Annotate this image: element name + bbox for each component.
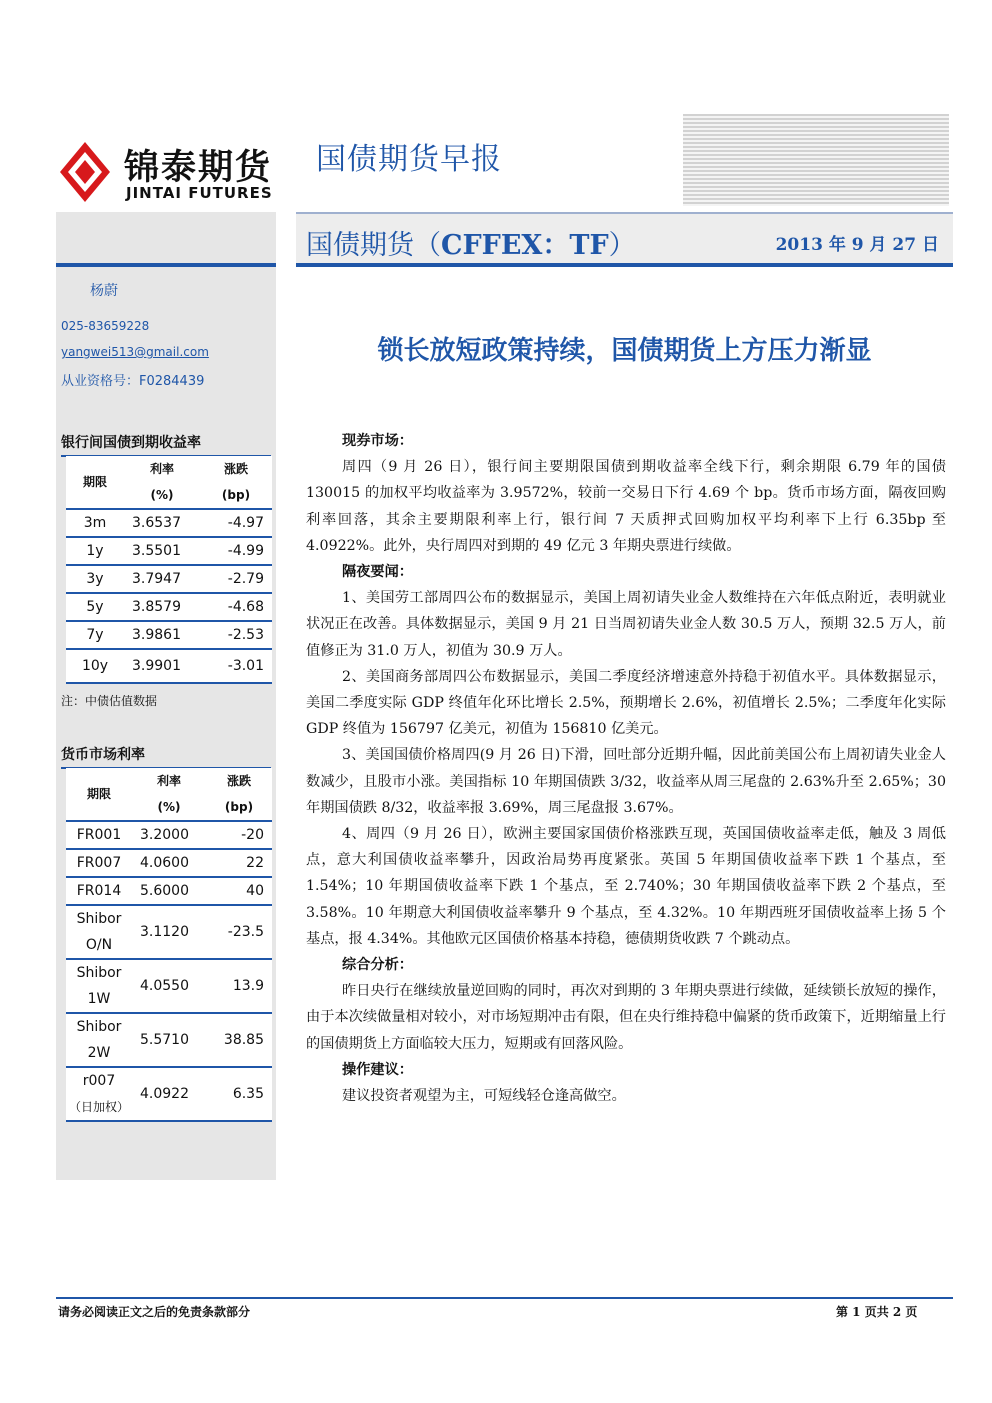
table-header-row: [66, 456, 272, 509]
table-row: [66, 593, 272, 621]
col-term: 期限: [66, 456, 124, 509]
change-cell: -4.97: [200, 509, 272, 537]
change-cell: -2.79: [200, 565, 272, 593]
rate-cell: 3.5501: [124, 537, 200, 565]
report-banner: [296, 212, 953, 267]
change-cell: -4.68: [200, 593, 272, 621]
paragraph: 周四（9 月 26 日），银行间主要期限国债到期收益率全线下行，剩余期限 6.79 年的国债 130015 的加权平均收益率为 3.9572%，较前一交易日下行 4.69 个 bp。货币市场方面，隔夜回购利率回落，其余主要期限利率上行，银行间 7 天质押式回购加权平均利率下上行 6.35bp 至 4.0922%。此外，央行周四对到期的 49 亿元 3 年期央票进行续做。: [306, 459, 946, 554]
change-cell: 40: [206, 877, 272, 905]
footer-disclaimer: 请务必阅读正文之后的免责条款部分: [58, 1305, 251, 1319]
col-term: 期限: [66, 768, 132, 821]
term-cell: 3y: [66, 565, 124, 593]
term-cell: Shibor 2W: [66, 1013, 132, 1067]
brand-name-cn: 锦泰期货: [124, 148, 273, 188]
col-change: 涨跌 (bp): [206, 768, 272, 821]
jintai-diamond-logo-icon: [58, 140, 112, 204]
change-cell: -4.99: [200, 537, 272, 565]
analyst-email-link[interactable]: yangwei513@gmail.com: [61, 345, 209, 359]
term-cell: FR007: [66, 849, 132, 877]
rate-cell: 3.7947: [124, 565, 200, 593]
report-title: 国债期货早报: [316, 142, 502, 177]
rate-cell: 3.6537: [124, 509, 200, 537]
sidebar-topbar: [56, 212, 276, 267]
section-heading: 操作建议：: [342, 1061, 413, 1078]
paragraph: 建议投资者观望为主，可短线轻仓逢高做空。: [342, 1088, 626, 1105]
term-cell: Shibor O/N: [66, 905, 132, 959]
rate-cell: 4.0550: [132, 959, 206, 1013]
paragraph: 昨日央行在继续放量逆回购的同时，再次对到期的 3 年期央票进行续做，延续锁长放短的操作，由于本次续做量相对较小，对市场短期冲击有限，但在央行维持稳中偏紧的货币政策下，近期缩量上行的国债期货上方面临较大压力，短期或有回落风险。: [306, 983, 946, 1052]
paragraph: 2、美国商务部周四公布数据显示，美国二季度经济增速意外持稳于初值水平。具体数据显示，美国二季度实际 GDP 终值年化环比增长 2.5%，预期增长 2.6%，初值增长 2.5%；二季度年化实际 GDP 终值为 156797 亿美元，初值为 156810 亿美元。: [306, 668, 946, 738]
col-rate: 利率 (%): [132, 768, 206, 821]
page-number: 第 1 页共 2 页: [836, 1305, 918, 1319]
analyst-license: 从业资格号：F0284439: [61, 374, 205, 389]
rate-cell: 5.5710: [132, 1013, 206, 1067]
money-table-title: 货币市场利率: [61, 744, 271, 769]
article-headline: 锁长放短政策持续，国债期货上方压力渐显: [377, 336, 872, 366]
section-heading: 综合分析：: [342, 957, 413, 974]
rate-cell: 3.8579: [124, 593, 200, 621]
table-row: [66, 537, 272, 565]
term-cell: FR001: [66, 821, 132, 849]
rate-cell: 3.9861: [124, 621, 200, 649]
change-cell: 38.85: [206, 1013, 272, 1067]
table-row: [66, 621, 272, 649]
rate-cell: 3.9901: [124, 649, 200, 683]
section-heading: 隔夜要闻：: [342, 564, 413, 581]
term-cell: 7y: [66, 621, 124, 649]
banner-title: 国债期货（CFFEX：TF）: [306, 230, 636, 261]
change-cell: 13.9: [206, 959, 272, 1013]
paragraph: 4、周四（9 月 26 日），欧洲主要国家国债价格涨跌互现，英国国债收益率走低，触及 3 周低点，意大利国债收益率攀升，因政治局势再度紧张。英国 5 年期国债收益率下跌 1 个基点，至 1.54%；10 年期国债收益率下跌 1 个基点，至 2.740%；30 年期国债收益率下跌 2 个基点，至 3.58%。10 年期意大利国债收益率攀升 9 个基点，至 4.32%。10 年期西班牙国债收益率上扬 5 个基点，报 4.34%。其他欧元区国债价格基本持稳，德债期货收跌 7 个跳动点。: [306, 826, 946, 947]
term-cell: 10y: [66, 649, 124, 683]
table-row: [66, 821, 272, 849]
rate-cell: 5.6000: [132, 877, 206, 905]
term-cell: 1y: [66, 537, 124, 565]
table-note: 注：中债估值数据: [61, 694, 158, 708]
term-cell: Shibor 1W: [66, 959, 132, 1013]
footer-divider: [56, 1297, 953, 1299]
change-cell: -20: [206, 821, 272, 849]
company-logo: [58, 138, 278, 208]
report-date: 2013 年 9 月 27 日: [775, 235, 939, 255]
col-change: 涨跌 (bp): [200, 456, 272, 509]
brand-name-en: JINTAI FUTURES: [126, 184, 273, 202]
term-cell: 3m: [66, 509, 124, 537]
rate-cell: 3.1120: [132, 905, 206, 959]
table-row: [66, 959, 272, 1013]
interbank-table-title: 银行间国债到期收益率: [61, 432, 271, 457]
sidebar: [56, 212, 276, 1180]
table-row: [66, 649, 272, 683]
section-heading: 现券市场：: [342, 433, 413, 449]
table-row: [66, 849, 272, 877]
term-cell: 5y: [66, 593, 124, 621]
change-cell: 6.35: [206, 1067, 272, 1121]
table-header-row: [66, 768, 272, 821]
article-body: [306, 428, 946, 1109]
paragraph: 3、美国国债价格周四(9 月 26 日)下滑，回吐部分近期升幅，因此前美国公布上周初请失业金人数减少，且股市小涨。美国指标 10 年期国债跌 3/32，收益率从周三尾盘的 2.63%升至 2.65%；30 年期国债跌 8/32，收益率报 3.69%，周三尾盘报 3.67%。: [306, 747, 946, 816]
analyst-phone: 025-83659228: [61, 319, 150, 333]
change-cell: -3.01: [200, 649, 272, 683]
term-cell: r007 （日加权）: [66, 1067, 132, 1121]
table-row: [66, 877, 272, 905]
table-row: [66, 1013, 272, 1067]
header-hatch-decoration: [683, 114, 949, 206]
rate-cell: 4.0600: [132, 849, 206, 877]
money-market-table: [66, 768, 272, 1122]
col-rate: 利率 (%): [124, 456, 200, 509]
analyst-name: 杨蔚: [90, 283, 118, 299]
rate-cell: 3.2000: [132, 821, 206, 849]
table-row: [66, 1067, 272, 1121]
change-cell: -2.53: [200, 621, 272, 649]
interbank-yield-table: [66, 456, 272, 684]
change-cell: -23.5: [206, 905, 272, 959]
change-cell: 22: [206, 849, 272, 877]
table-row: [66, 509, 272, 537]
rate-cell: 4.0922: [132, 1067, 206, 1121]
table-row: [66, 565, 272, 593]
term-cell: FR014: [66, 877, 132, 905]
table-row: [66, 905, 272, 959]
paragraph: 1、美国劳工部周四公布的数据显示，美国上周初请失业金人数维持在六年低点附近，表明就业状况正在改善。具体数据显示，美国 9 月 21 日当周初请失业金人数 30.5 万人，预期 32.5 万人，前值修正为 31.0 万人，初值为 30.9 万人。: [306, 590, 946, 659]
